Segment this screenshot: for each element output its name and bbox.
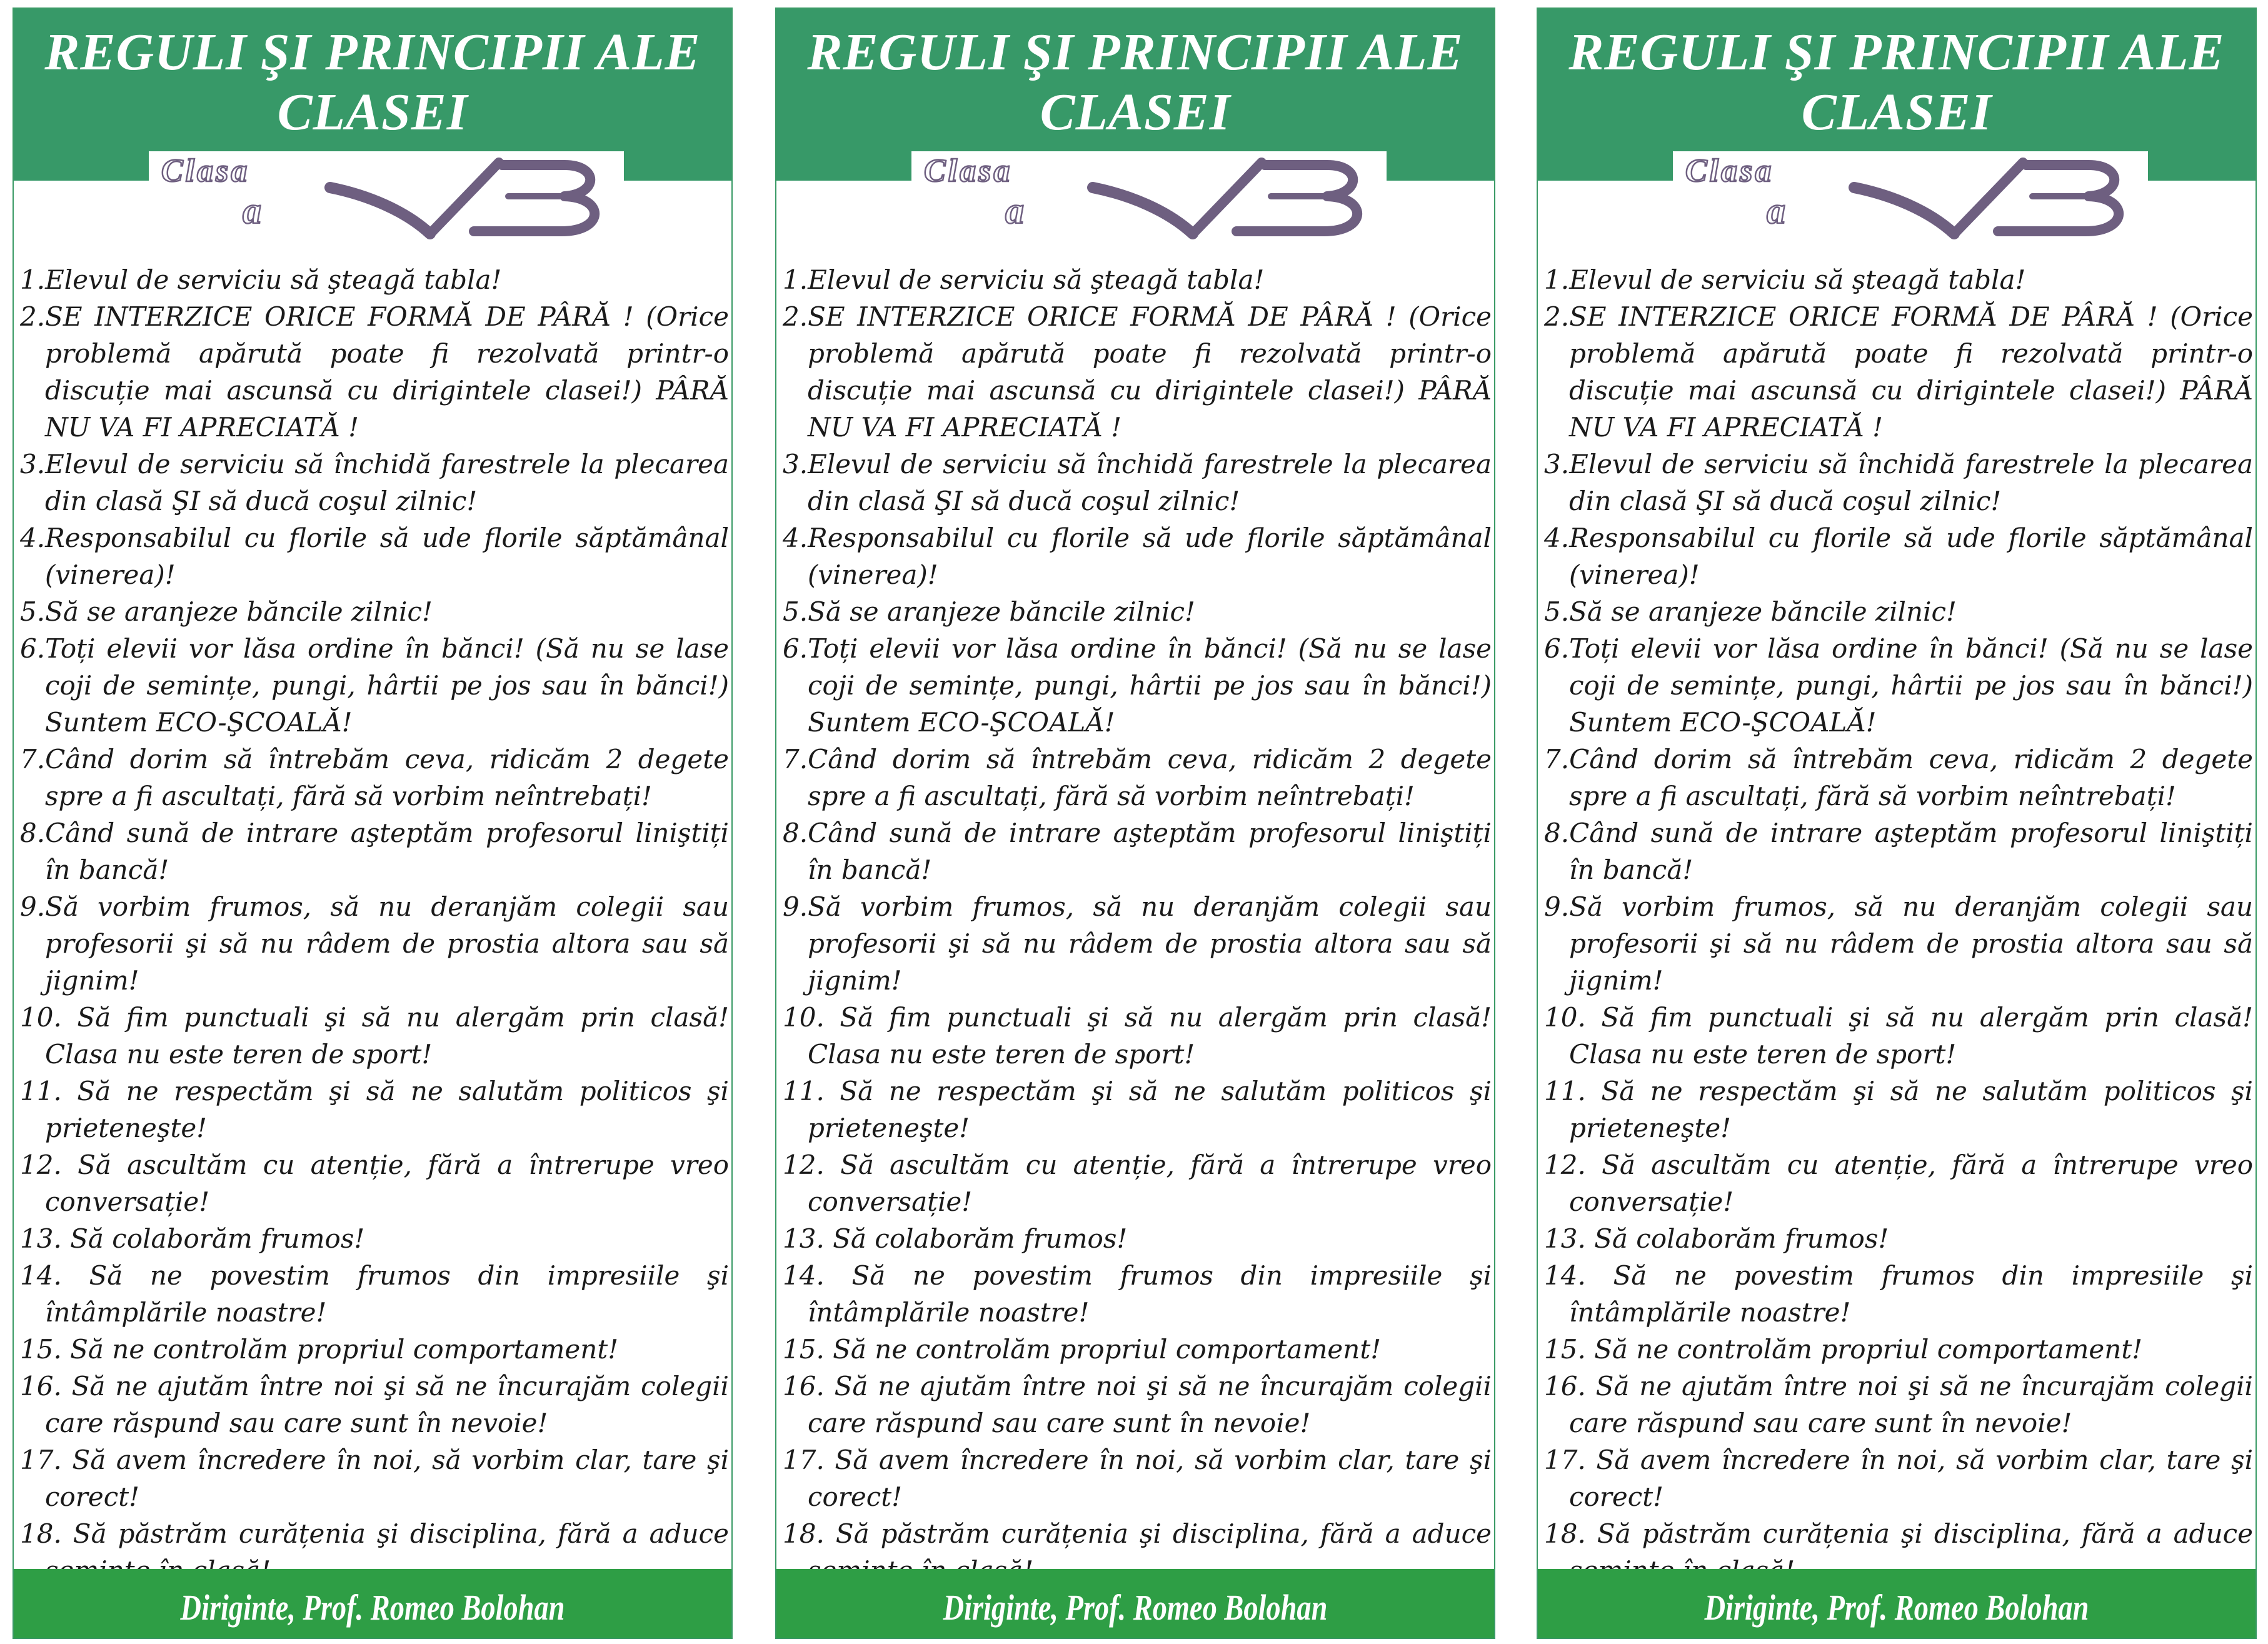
rule-item: 15. Să ne controlăm propriul comportament! [1544, 1334, 2143, 1365]
logo-clasa-text: Clasa [161, 153, 250, 189]
rule-item: 16. Să ne ajutăm între noi şi să ne încurajăm colegii care răspund sau care sunt în nevoie! [1544, 1371, 2253, 1438]
rules-card-2 [775, 8, 1495, 1639]
teacher-name: Diriginte, Prof. Romeo Bolohan [1704, 1587, 2089, 1628]
rule-item: 1.Elevul de serviciu să şteagă tabla! [1544, 264, 2026, 295]
rule-item: 2.SE INTERZICE ORICE FORMĂ DE PÂRĂ ! (Orice problemă apărută poate fi rezolvată printr-o discuție mai ascunsă cu dirigintele clasei!) PÂRĂ NU VA FI APRECIATĂ ! [1544, 301, 2253, 443]
rule-item: 14. Să ne povestim frumos din impresiile şi întâmplările noastre! [1544, 1260, 2253, 1328]
rule-item: 7.Când dorim să întrebăm ceva, ridicăm 2 degete spre a fi ascultați, fără să vorbim neîntrebați! [20, 744, 729, 811]
logo-v-right-stroke [1193, 163, 1262, 234]
rule-item: 4.Responsabilul cu florile să ude florile săptămânal (vinerea)! [783, 523, 1492, 590]
rule-item: 4.Responsabilul cu florile să ude florile săptămânal (vinerea)! [1544, 523, 2253, 590]
rule-item: 15. Să ne controlăm propriul comportament! [783, 1334, 1382, 1365]
rule-item: 17. Să avem încredere în noi, să vorbim clar, tare şi corect! [20, 1445, 729, 1512]
rule-item: 14. Să ne povestim frumos din impresiile şi întâmplările noastre! [20, 1260, 729, 1328]
rule-item: 16. Să ne ajutăm între noi şi să ne încurajăm colegii care răspund sau care sunt în nevoie! [20, 1371, 729, 1438]
class-logo [1673, 151, 2148, 245]
rule-item: 12. Să ascultăm cu atenție, fără a întrerupe vreo conversație! [1544, 1150, 2253, 1217]
rule-item: 5.Să se aranjeze băncile zilnic! [1544, 596, 1957, 627]
rule-item: 5.Să se aranjeze băncile zilnic! [20, 596, 433, 627]
card-title: REGULI ŞI PRINCIPII ALE CLASEI [44, 23, 701, 141]
logo-v-right-stroke [1954, 163, 2023, 234]
rule-item: 4.Responsabilul cu florile să ude florile săptămânal (vinerea)! [20, 523, 729, 590]
rule-item: 7.Când dorim să întrebăm ceva, ridicăm 2 degete spre a fi ascultați, fără să vorbim neîntrebați! [783, 744, 1492, 811]
rule-item: 6.Toți elevii vor lăsa ordine în bănci! (Să nu se lase coji de semințe, pungi, hârtii pe jos sau în bănci!) Suntem ECO-ŞCOALĂ! [1544, 633, 2253, 738]
logo-v-left-stroke [1854, 188, 1954, 234]
rule-item: 11. Să ne respectăm şi să ne salutăm politicos şi prieteneşte! [20, 1076, 729, 1143]
rule-item: 2.SE INTERZICE ORICE FORMĂ DE PÂRĂ ! (Orice problemă apărută poate fi rezolvată printr-o discuție mai ascunsă cu dirigintele clasei!) PÂRĂ NU VA FI APRECIATĂ ! [783, 301, 1492, 443]
rule-item: 18. Să păstrăm curățenia şi disciplina, fără a aduce [783, 1518, 1492, 1549]
rule-item: 13. Să colaborăm frumos! [783, 1223, 1128, 1254]
logo-v-left-stroke [1093, 188, 1193, 234]
rule-item: 15. Să ne controlăm propriul comportament! [20, 1334, 619, 1365]
logo-a-text: a [243, 190, 261, 231]
rule-item: 13. Să colaborăm frumos! [1544, 1223, 1889, 1254]
rule-item: 2.SE INTERZICE ORICE FORMĂ DE PÂRĂ ! (Orice problemă apărută poate fi rezolvată printr-o discuție mai ascunsă cu dirigintele clasei!) PÂRĂ NU VA FI APRECIATĂ ! [20, 301, 729, 443]
logo-v-right-stroke [430, 163, 499, 234]
logo-clasa-text: Clasa [924, 153, 1013, 189]
rule-item: 9.Să vorbim frumos, să nu deranjăm colegii sau profesorii şi să nu râdem de prostia altora sau să jignim! [1544, 891, 2253, 996]
logo-v-left-stroke [330, 188, 430, 234]
card-footer [776, 1569, 1494, 1638]
rule-item: 12. Să ascultăm cu atenție, fără a întrerupe vreo conversație! [20, 1150, 729, 1217]
rule-item: 18. Să păstrăm curățenia şi disciplina, fără a aduce [20, 1518, 729, 1549]
rule-item: 1.Elevul de serviciu să şteagă tabla! [783, 264, 1265, 295]
card-footer [1538, 1569, 2255, 1638]
rule-item: 10. Să fim punctuali şi să nu alergăm prin clasă! Clasa nu este teren de sport! [1544, 1002, 2253, 1070]
logo-a-text: a [1005, 190, 1024, 231]
card-title: REGULI ŞI PRINCIPII ALE CLASEI [1568, 23, 2225, 141]
rule-item: 8.Când sună de intrare aşteptăm profesorul liniştiți în bancă! [20, 818, 729, 885]
rules-list [783, 261, 1492, 1589]
class-logo [911, 151, 1387, 245]
rule-item: 10. Să fim punctuali şi să nu alergăm prin clasă! Clasa nu este teren de sport! [20, 1002, 729, 1070]
rule-item: 8.Când sună de intrare aşteptăm profesorul liniştiți în bancă! [783, 818, 1492, 885]
rule-item: 14. Să ne povestim frumos din impresiile şi întâmplările noastre! [783, 1260, 1492, 1328]
logo-clasa-text: Clasa [1685, 153, 1774, 189]
rule-item: 5.Să se aranjeze băncile zilnic! [783, 596, 1195, 627]
teacher-name: Diriginte, Prof. Romeo Bolohan [943, 1587, 1328, 1628]
rule-item: 9.Să vorbim frumos, să nu deranjăm colegii sau profesorii şi să nu râdem de prostia altora sau să jignim! [20, 891, 729, 996]
card-footer [14, 1569, 731, 1638]
rule-item: 10. Să fim punctuali şi să nu alergăm prin clasă! Clasa nu este teren de sport! [783, 1002, 1492, 1070]
rule-item: 7.Când dorim să întrebăm ceva, ridicăm 2 degete spre a fi ascultați, fără să vorbim neîntrebați! [1544, 744, 2253, 811]
class-logo-graphic [911, 151, 1387, 245]
rules-list [1544, 261, 2253, 1589]
class-logo [149, 151, 624, 245]
rule-item: 12. Să ascultăm cu atenție, fără a întrerupe vreo conversație! [783, 1150, 1492, 1217]
rules-card-3 [1537, 8, 2257, 1639]
class-logo-graphic [149, 151, 624, 245]
rule-item: 1.Elevul de serviciu să şteagă tabla! [20, 264, 502, 295]
card-title: REGULI ŞI PRINCIPII ALE CLASEI [807, 23, 1463, 141]
class-logo-graphic [1673, 151, 2148, 245]
rules-list [20, 261, 729, 1589]
rule-item: 8.Când sună de intrare aşteptăm profesorul liniştiți în bancă! [1544, 818, 2253, 885]
rule-item: 6.Toți elevii vor lăsa ordine în bănci! (Să nu se lase coji de semințe, pungi, hârtii pe jos sau în bănci!) Suntem ECO-ŞCOALĂ! [20, 633, 729, 738]
teacher-name: Diriginte, Prof. Romeo Bolohan [180, 1587, 565, 1628]
rule-item: 17. Să avem încredere în noi, să vorbim clar, tare şi corect! [1544, 1445, 2253, 1512]
logo-a-text: a [1767, 190, 1785, 231]
rule-item: 3.Elevul de serviciu să închidă farestrele la plecarea din clasă ŞI să ducă coşul zilnic! [783, 449, 1492, 516]
rule-item: 18. Să păstrăm curățenia şi disciplina, fără a aduce [1544, 1518, 2253, 1549]
rule-item: 16. Să ne ajutăm între noi şi să ne încurajăm colegii care răspund sau care sunt în nevoie! [783, 1371, 1492, 1438]
rule-item: 9.Să vorbim frumos, să nu deranjăm colegii sau profesorii şi să nu râdem de prostia altora sau să jignim! [783, 891, 1492, 996]
rule-item: 11. Să ne respectăm şi să ne salutăm politicos şi prieteneşte! [783, 1076, 1492, 1143]
rule-item: 11. Să ne respectăm şi să ne salutăm politicos şi prieteneşte! [1544, 1076, 2253, 1143]
rule-item: 17. Să avem încredere în noi, să vorbim clar, tare şi corect! [783, 1445, 1492, 1512]
rule-item: 6.Toți elevii vor lăsa ordine în bănci! (Să nu se lase coji de semințe, pungi, hârtii pe jos sau în bănci!) Suntem ECO-ŞCOALĂ! [783, 633, 1492, 738]
rules-card-1 [13, 8, 733, 1639]
rule-item: 3.Elevul de serviciu să închidă farestrele la plecarea din clasă ŞI să ducă coşul zilnic! [1544, 449, 2253, 516]
rule-item: 3.Elevul de serviciu să închidă farestrele la plecarea din clasă ŞI să ducă coşul zilnic! [20, 449, 729, 516]
rule-item: 13. Să colaborăm frumos! [20, 1223, 365, 1254]
